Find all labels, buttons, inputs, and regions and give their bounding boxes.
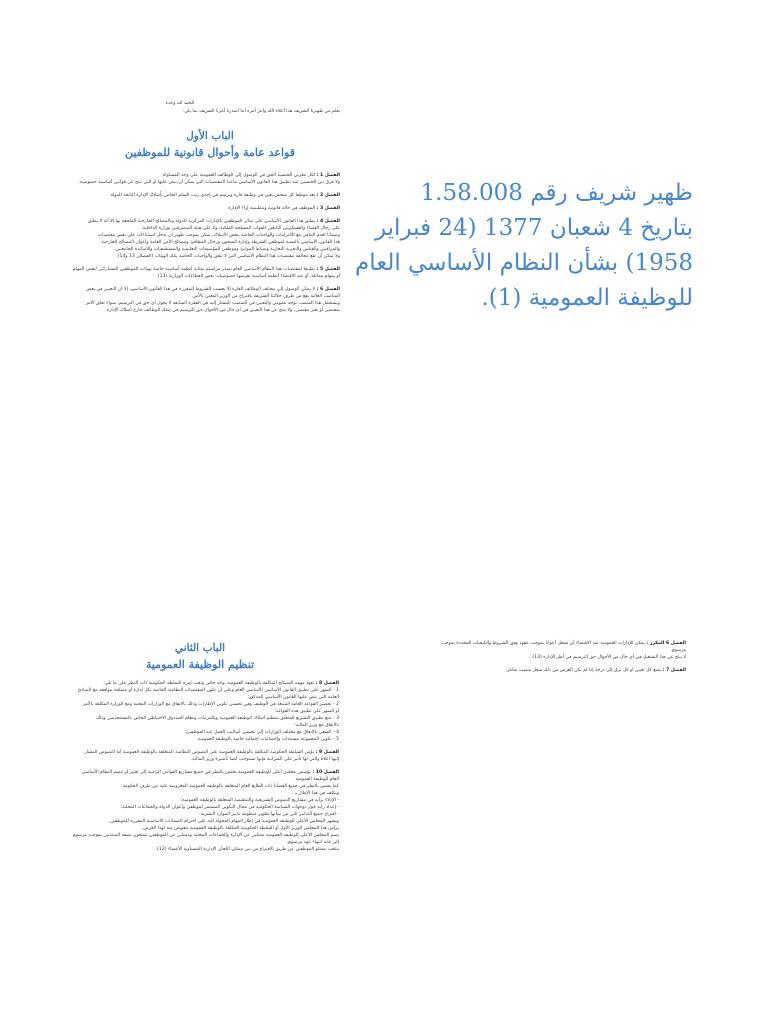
article-paragraph <box>78 172 340 186</box>
article-line <box>84 818 339 825</box>
article-text: مرسوم. <box>670 648 686 653</box>
article-text: 2 - تحضير القواعد العامة المتبعة في الوظيف وفي تحسين تكوين الإطارات وذلك بالاتفاق مع الوزارات المعنية ومع الوزارة المكلفة بالأمر <box>82 702 339 707</box>
article-line <box>88 273 340 280</box>
article-text: إلى غاية انتهاء عهد مرسوم. <box>286 840 339 845</box>
article-line <box>88 218 340 225</box>
article-paragraph <box>72 266 340 280</box>
article-line <box>78 179 340 186</box>
article-line <box>84 680 339 687</box>
article-line <box>430 667 686 674</box>
article-paragraph <box>430 640 686 661</box>
article-text: أو السهر على تطبيق هذه القواعد؛ <box>274 709 339 714</box>
article-line <box>84 715 339 722</box>
article-text: تؤمن السلطة الحكومية المكلفة بالوظيفة العمومية على النصوص النظامية المتعلقة بالوظيفة العمومية أما النصوص المشار <box>84 750 315 755</box>
article-text: العامة التي ينص عليها القانون الأساسي المذكور؛ <box>247 695 339 700</box>
article-text: يطبق هذا القانون الأساسي على سائر الموظفين بالإدارات المركزية للدولة وبالمصالح الخارجية الملحقة بها إلا أنه لا يطبق <box>87 219 316 224</box>
chapter2-subtitle: تنظيم الوظيفة العمومية <box>145 658 255 671</box>
article-text: وضمانا لعدم التنافي مع الالتزامات والواجبات الخاصة ببعض الأسلاك، يمكن بموجب ظهير أن تدخل استثناءات على بعض مقتضيات <box>97 233 340 238</box>
article-line <box>84 749 339 756</box>
article-text: 4 - السعي بالاتفاق مع مختلف الوزارات إلى تحسين أساليب العمل عند الموظفين؛ <box>184 730 339 735</box>
article-line <box>72 266 340 273</box>
article-line <box>84 736 339 743</box>
article-text: - اقتراح جميع التدابير التي من شأنها تطوير منظومة تدبير الموارد البشرية. <box>199 812 339 817</box>
article-text: ولا يمكن أن تقع مخالفة مقتضيات هذا النظام الأساسي التي لا تتفق والواجبات الخاصة بتلك الهيئات (الفصلان 13 و14). <box>116 254 340 259</box>
article-line <box>430 647 686 654</box>
article-text: يرأس هذا المجلس الوزير الأول أو السلطة الحكومية المكلفة بالوظيفة العمومية بتفويض منه لهذا الغرض. <box>141 826 339 831</box>
article-label: الفصل 2 : <box>316 193 340 198</box>
article-line <box>84 797 339 804</box>
article-paragraph <box>430 667 686 674</box>
article-line <box>88 205 340 212</box>
article-text: 3 - تتبع تطبيق التشريع المتعلق بتنظيم أسلاك الوظيفة العمومية وبالمرتبات ونظام الصندوق الاحتياطي الخاص بالمستخدمين وذلك <box>96 716 339 721</box>
chapter2-title: الباب الثاني <box>174 642 226 654</box>
intro-line: يعلم من ظهيرنا الشريف هذا أعلاه الله وأعز أمره أننا أصدرنا أمرنا الشريف بما يلي: <box>182 109 340 114</box>
middle-articles <box>430 640 686 680</box>
decree-title-line1: ظهير شريف رقم 1.58.008 <box>420 180 693 206</box>
decree-title-line3: 1958) بشأن النظام الأساسي العام <box>354 250 693 276</box>
article-text: أو بمهام مماثلة، أو عند الاقتضاء أنظمة أساسية تفرضها خصوصيات بعض القطاعات الوزارية (13). <box>156 274 340 279</box>
article-line <box>84 790 339 797</box>
article-line <box>84 776 339 783</box>
article-text: لا يمكن الوصول إلى مختلف الوظائف القارة إلا بحسب الشروط المقررة في هذا القانون الأساسي، إلا أن التعيين في بعض <box>85 287 316 292</box>
article-line <box>88 253 340 260</box>
article-text: ويكلف في هذا الإطار بـ : <box>291 791 339 796</box>
article-text: العام للوظيفة العمومية. <box>294 777 339 782</box>
article-line <box>84 756 339 763</box>
article-text: يمنع كل تعيين أو كل ترق إلى درجة إذا لم يكن الغرض من ذلك شغل منصب شاغر. <box>505 668 662 673</box>
article-paragraph <box>84 749 339 763</box>
article-label: الفصل 8 : <box>315 681 339 686</box>
article-label: الفصل 4 : <box>316 219 340 224</box>
article-line <box>88 192 340 199</box>
article-paragraph <box>88 205 340 212</box>
article-text: - إعداد رأيه حول توجهات السياسة الحكومية في مجال التكوين المستمر لموظفي وأعوان الدولة والجماعات المحلية؛ <box>120 805 339 810</box>
article-label: الفصل 3 : <box>316 206 340 211</box>
decree-title-line4: للوظيفة العمومية (1). <box>481 285 693 311</box>
article-line <box>72 832 339 839</box>
article-line <box>88 293 340 300</box>
article-line <box>85 286 340 293</box>
article-text: ويستعمل هذا المنصب بوجه عمومي والتعيين في المنصب المشار إليه في الفقرة السابقة لا يخول أي حق في الترسيم، سواء تعلق الأمر <box>85 301 340 306</box>
article-line <box>88 246 340 253</box>
article-line <box>84 846 339 853</box>
article-line <box>84 804 339 811</box>
article-text: ويسهر المجلس الأعلى للوظيفة العمومية في إطار المهام المخولة إليه على احترام الضمانات الأساسية المقررة للموظفين. <box>108 819 339 824</box>
article-line <box>84 839 339 846</box>
article-text: على رجال القضاء والعسكريين التابعين للقوات المسلحة الملكية، ولا على هيئة المتصرفين بوزارة الداخلية. <box>141 226 340 231</box>
decree-title-line2: بتاريخ 4 شعبان 1377 (24 فبراير <box>374 215 693 241</box>
article-text: تعهد مهمة المصالح المكلفة بالوظيفة العمومية بوجه خاص وتحت إمرة السلطة الحكومية ذات النظر على ما يلي: <box>103 681 315 686</box>
article-line <box>430 654 686 661</box>
article-text: لا ينتج عن هذا التشغيل في أي حال من الأحوال حق الترسيم في أطر الإدارة (13). <box>530 655 686 660</box>
article-text: إليها أعلاه والتي لها تأثير على الميزانية فإنها تستوجب أيضا تأشيرة وزير المالية. <box>190 757 339 762</box>
decree-title <box>354 176 693 316</box>
article-line <box>88 307 340 314</box>
article-line <box>77 687 339 694</box>
praise-line: الحمد لله وحده <box>165 101 195 106</box>
article-text: 5 - تكوين المجموعة مستندات وإحصائيات إجمالية خاصة بالوظيفة العمومية. <box>196 737 339 742</box>
article-text: المناصب العالية يقع من طرف جلالتنا الشريفة باقتراح من الوزير المعني بالأمر. <box>191 294 340 299</box>
article-text: الموظف في حالة قانونية وتنظيمية إزاء الإدارة. <box>226 206 316 211</box>
article-text: بالاتفاق مع وزير المالية؛ <box>294 723 339 728</box>
article-text: والمراقبين والقياس والبحرية التجارية وضباط الموانئ وموظفي المؤسسات التعليمية والمستشفيات والأساتذة الجامعيين. <box>113 247 340 252</box>
article-paragraph <box>77 680 339 743</box>
article-paragraph <box>85 286 340 314</box>
article-line <box>84 729 339 736</box>
article-paragraph <box>88 192 340 199</box>
article-line <box>84 825 339 832</box>
article-label: الفصل 6 : <box>316 287 340 292</box>
article-line <box>84 722 339 729</box>
chapter2-articles <box>72 680 339 859</box>
article-text: ينتخب ممثلو الموظفين عن طريق الاقتراع من بين ممثلي اللجان الإدارية المتساوية الأعضاء (12). <box>155 847 339 852</box>
article-text: 1 - السهر على تطبيق القانون الأساسي الأساسي العام وعلى أن تكون المقتضيات النظامية الخاصة بكل إدارة أو مصلحة موافقة مع المبادئ <box>77 688 339 693</box>
article-line <box>84 783 339 790</box>
article-line <box>84 811 339 818</box>
article-text: بمقتضى أو بغير مقتضى، ولا ينتج عن هذا التعيين في أي حال من الأحوال حق الترسيم في سلك الوظائف خارج أسلاك الإدارة. <box>105 308 340 313</box>
article-text: كما يختص بالنظر في جميع القضايا ذات الطابع العام المتعلقة بالوظيفة العمومية المعروضة عليه من طرف الحكومة. <box>121 784 339 789</box>
article-line <box>430 640 686 647</box>
article-text: يمكن للإدارات العمومية عند الاقتضاء أن تشغل أعوانا بموجب عقود وفق الشروط والكيفيات المحددة بموجب <box>441 641 645 646</box>
article-text: تطبيقا لمقتضيات هذا النظام الأساسي العام تصدر مراسيم بمثابة أنظمة أساسية خاصة بهيئات الموظفين المشاركين لنفس المهام <box>72 267 316 272</box>
article-label: الفصل 5 : <box>316 267 340 272</box>
article-label: الفصل 6 المكرر : <box>646 641 686 646</box>
chapter1-subtitle: قواعد عامة وأحوال قانونية للموظفين <box>125 146 295 159</box>
article-label: الفصل 7 : <box>662 668 686 673</box>
article-line <box>85 300 340 307</box>
article-label: الفصل 9 : <box>315 750 339 755</box>
article-text: يضم المجلس الأعلى للوظيفة العمومية ممثلين عن الإدارة والجماعات المحلية وممثلين عن الموظفين يتمتعون بصفة المنتدبين بموجب مرسوم <box>72 833 339 838</box>
article-text: هذا القانون الأساسي بالنسبة لموظفي الشرطة وإدارة السجون ورجال المطافئ ومصالح الأمن العامة وأعوان المصالح الخارجية <box>101 240 340 245</box>
chapter1-articles <box>72 172 340 320</box>
article-text: لكل مغربي الجنسية الحق في الوصول إلى الوظائف العمومية على وجه المساواة. <box>161 173 316 178</box>
article-line <box>88 239 340 246</box>
article-line <box>84 701 339 708</box>
article-line <box>81 769 339 776</box>
article-paragraph <box>88 218 340 260</box>
article-text: يؤسس مجلس أعلى للوظيفة العمومية يختص بالنظر في جميع مشاريع القوانين الرامية إلى تغيير أو تتميم النظام الأساسي <box>81 770 311 775</box>
chapter1-title: الباب الأول <box>186 130 234 142</box>
article-line <box>84 708 339 715</box>
article-text: يعد موظفا كل شخص يعين في وظيفة قارة ويرسم في إحدى رتب السلم الخاص بأسلاك الإدارة التابعة للدولة. <box>109 193 316 198</box>
article-text: - الإدلاء برأيه في مشاريع النصوص التشريعية والتنظيمية المتعلقة بالوظيفة العمومية؛ <box>180 798 339 803</box>
article-line <box>88 225 340 232</box>
article-line <box>88 172 340 179</box>
article-paragraph <box>72 769 339 853</box>
article-line <box>84 694 339 701</box>
article-text: ولا فرق بين الجنسين عند تطبيق هذا القانون الأساسي ماعدا المقتضيات التي يمكن أن ينص عليها أو التي تنتج عن قوانين أساسية خصوصية. <box>78 180 340 185</box>
article-label: الفصل 1 : <box>316 173 340 178</box>
article-line <box>88 232 340 239</box>
article-label: الفصل 10 : <box>312 770 339 775</box>
